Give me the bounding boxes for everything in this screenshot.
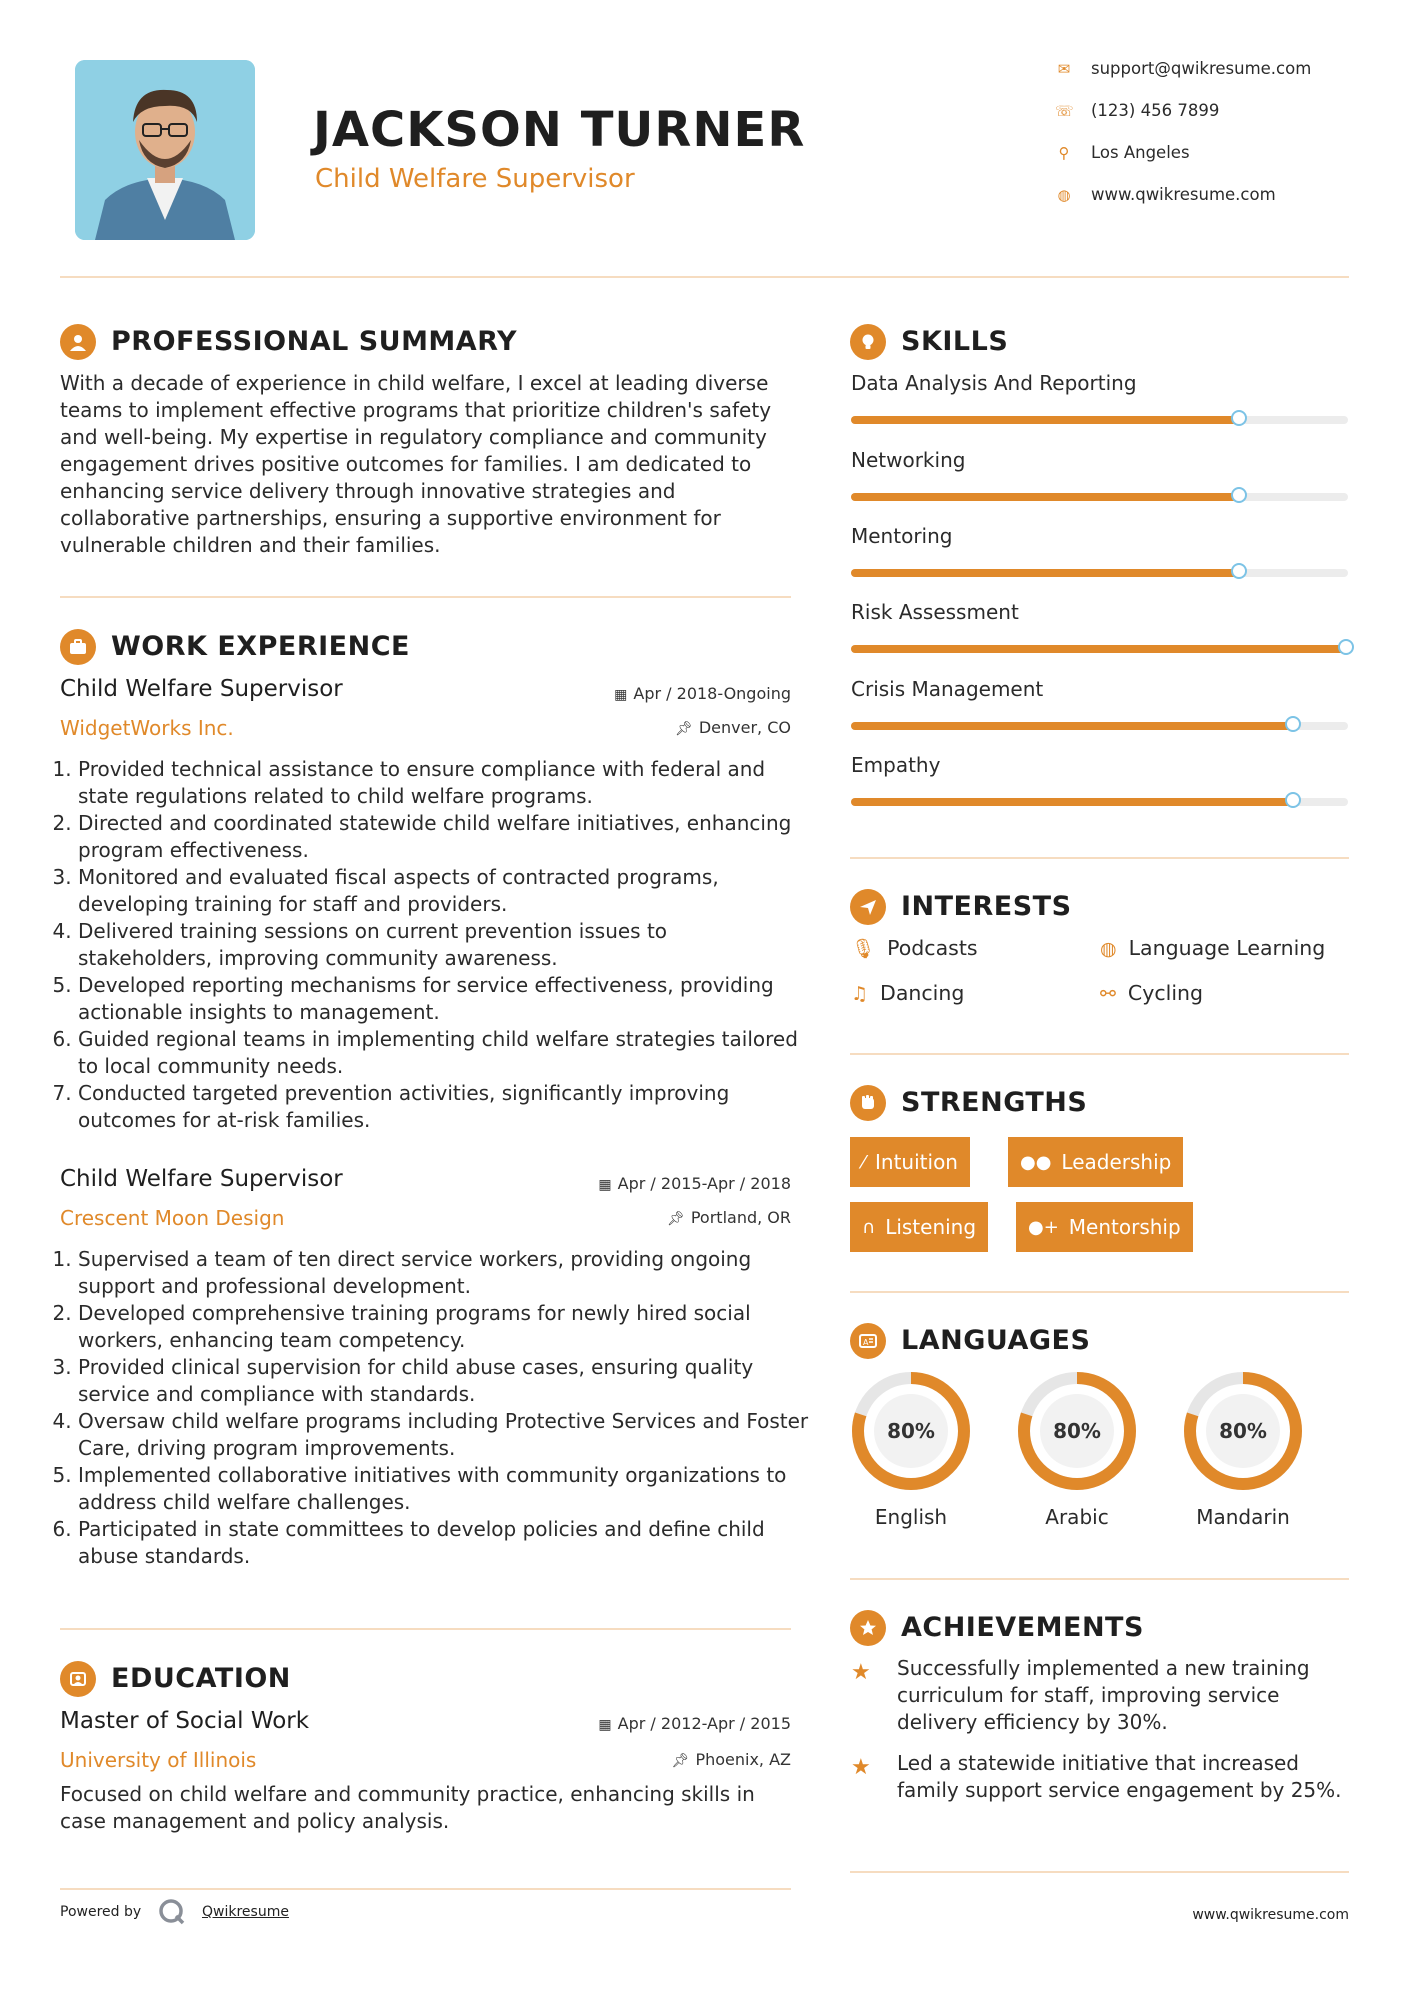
interest-label: Podcasts (887, 936, 978, 960)
pin-icon: 📌︎ (671, 1753, 690, 1769)
strengths-divider (850, 1291, 1349, 1293)
job-location-text: Portland, OR (690, 1208, 791, 1227)
strength-tag (1008, 1137, 1183, 1187)
contact-website-text: www.qwikresume.com (1091, 185, 1276, 204)
skill-label: Empathy (851, 753, 941, 777)
svg-text:A: A (863, 1338, 869, 1347)
list-item: 2. Directed and coordinated statewide child welfare initiatives, enhancing program effectiveness. (78, 810, 798, 864)
paper-plane-icon (850, 889, 886, 925)
language-ring (1012, 1366, 1142, 1496)
interest-item (1100, 936, 1325, 960)
skill-bar (851, 493, 1348, 501)
candidate-name: JACKSON TURNER (313, 102, 806, 158)
job-title: Child Welfare Supervisor (60, 1166, 343, 1192)
summary-divider (60, 596, 791, 598)
job-dates-text: Apr / 2018-Ongoing (633, 684, 791, 703)
strength-label: Listening (885, 1215, 977, 1239)
list-item: 6. Participated in state committees to develop policies and define child abuse standards. (78, 1516, 813, 1570)
graduation-icon (60, 1661, 96, 1697)
list-item: 1. Provided technical assistance to ensure compliance with federal and state regulations related to child welfare programs. (78, 756, 798, 810)
brand-link[interactable]: Qwikresume (202, 1904, 289, 1920)
list-item: 3. Provided clinical supervision for child abuse cases, ensuring quality service and compliance with standards. (78, 1354, 813, 1408)
star-badge-icon (850, 1610, 886, 1646)
calendar-icon: ▦ (614, 687, 628, 703)
education-dates (598, 1714, 791, 1733)
skills-divider (850, 857, 1349, 859)
skill-bar-knob[interactable] (1338, 639, 1354, 655)
contact-email-text: support@qwikresume.com (1091, 59, 1312, 78)
phone-icon: ☏ (1055, 102, 1074, 120)
skill-label: Risk Assessment (851, 600, 1019, 624)
interests-divider (850, 1053, 1349, 1055)
language-name: Mandarin (1196, 1505, 1290, 1529)
skill-label: Mentoring (851, 524, 953, 548)
fist-icon (850, 1085, 886, 1121)
pin-icon: 📌︎ (675, 721, 693, 737)
job-dates-text: Apr / 2015-Apr / 2018 (617, 1174, 791, 1193)
list-item: 1. Supervised a team of ten direct service workers, providing ongoing support and professional development. (78, 1246, 813, 1300)
job-bullets (60, 1246, 813, 1570)
qwikresume-logo-icon (158, 1898, 186, 1926)
skill-bar (851, 569, 1348, 577)
strengths-heading: STRENGTHS (901, 1087, 1088, 1118)
job-location (675, 718, 791, 737)
skill-bar-knob[interactable] (1285, 792, 1301, 808)
headphones-icon: ∩ (862, 1216, 876, 1238)
strength-tag (1016, 1202, 1193, 1252)
job-dates (614, 684, 791, 703)
company-name: Crescent Moon Design (60, 1206, 285, 1230)
list-item: 5. Developed reporting mechanisms for service effectiveness, providing actionable insights to management. (78, 972, 798, 1026)
job-dates (598, 1174, 791, 1193)
globe-icon: ◍ (1100, 938, 1117, 960)
header-divider (60, 276, 1349, 278)
skill-bar-knob[interactable] (1231, 410, 1247, 426)
skill-bar-knob[interactable] (1285, 716, 1301, 732)
contact-location-text: Los Angeles (1091, 143, 1190, 162)
experience-divider (60, 1628, 791, 1630)
candidate-title: Child Welfare Supervisor (315, 164, 635, 194)
list-item: 4. Delivered training sessions on current prevention issues to stakeholders, improving community awareness. (78, 918, 798, 972)
skill-bar-fill (851, 645, 1348, 653)
skill-bar (851, 416, 1348, 424)
achievement-text: Led a statewide initiative that increased family support service engagement by 25%. (897, 1751, 1342, 1802)
education-text: Focused on child welfare and community practice, enhancing skills in case management and policy analysis. (60, 1782, 755, 1833)
job-bullets (60, 756, 798, 1134)
contact-phone-text: (123) 456 7899 (1091, 101, 1220, 120)
user-icon (60, 324, 96, 360)
user-plus-icon: ●+ (1028, 1216, 1059, 1238)
language-name: English (874, 1505, 948, 1529)
bicycle-icon: ⚯ (1100, 983, 1116, 1005)
music-note-icon: ♫ (851, 983, 869, 1005)
language-percent: 80% (1219, 1419, 1267, 1443)
skill-bar-knob[interactable] (1231, 487, 1247, 503)
interest-label: Dancing (880, 981, 965, 1005)
languages-heading: LANGUAGES (901, 1325, 1091, 1356)
star-icon: ★ (851, 1660, 871, 1685)
profile-photo (75, 60, 255, 240)
magic-wand-icon: ⁄ (862, 1151, 866, 1173)
education-heading: EDUCATION (111, 1663, 291, 1694)
calendar-icon: ▦ (598, 1177, 612, 1193)
list-item: 4. Oversaw child welfare programs including Protective Services and Foster Care, driving program improvements. (78, 1408, 813, 1462)
interest-item (851, 981, 964, 1005)
strength-tag (850, 1137, 970, 1187)
envelope-icon: ✉ (1057, 60, 1071, 78)
skill-bar-knob[interactable] (1231, 563, 1247, 579)
interest-item (1100, 981, 1203, 1005)
degree-title: Master of Social Work (60, 1708, 310, 1734)
list-item: 6. Guided regional teams in implementing child welfare strategies tailored to local community needs. (78, 1026, 798, 1080)
strength-label: Intuition (875, 1150, 958, 1174)
language-name: Arabic (1045, 1505, 1109, 1529)
briefcase-icon (60, 629, 96, 665)
education-dates-text: Apr / 2012-Apr / 2015 (617, 1714, 791, 1733)
skill-bar-fill (851, 416, 1239, 424)
skill-bar (851, 722, 1348, 730)
list-item: 3. Monitored and evaluated fiscal aspects of contracted programs, developing training for staff and providers. (78, 864, 798, 918)
job-location-text: Denver, CO (698, 718, 791, 737)
language-ring (1178, 1366, 1308, 1496)
achievements-heading: ACHIEVEMENTS (901, 1612, 1144, 1643)
footer-website[interactable]: www.qwikresume.com (1192, 1907, 1349, 1923)
summary-heading: PROFESSIONAL SUMMARY (111, 326, 518, 357)
skill-bar-fill (851, 569, 1239, 577)
summary-text: With a decade of experience in child welfare, I excel at leading diverse teams to implement effective programs that prioritize children's safety and well-being. My expertise in regulatory compliance and community engagement drives positive outcomes for families. I am dedicated to enhancing service delivery through innovative strategies and collaborative partnerships, ensuring a supportive environment for vulnerable children and their families. (60, 371, 772, 557)
skill-bar (851, 645, 1348, 653)
lightbulb-icon (850, 324, 886, 360)
skills-heading: SKILLS (901, 326, 1009, 357)
education-divider (60, 1888, 791, 1890)
users-icon: ●● (1020, 1151, 1052, 1173)
powered-by-label: Powered by (60, 1904, 142, 1920)
microphone-icon: 🎙︎ (851, 938, 876, 960)
language-ring (846, 1366, 976, 1496)
interest-label: Cycling (1127, 981, 1204, 1005)
list-item: 7. Conducted targeted prevention activities, significantly improving outcomes for at-risk families. (78, 1080, 798, 1134)
strength-label: Mentorship (1068, 1215, 1181, 1239)
list-item: 5. Implemented collaborative initiatives with community organizations to address child welfare challenges. (78, 1462, 813, 1516)
strength-label: Leadership (1061, 1150, 1172, 1174)
achievement-text: Successfully implemented a new training curriculum for staff, improving service delivery efficiency by 30%. (897, 1656, 1310, 1734)
achievements-divider (850, 1871, 1349, 1873)
star-icon: ★ (851, 1755, 871, 1780)
school-name: University of Illinois (60, 1748, 257, 1772)
interest-item (851, 936, 978, 960)
skill-label: Data Analysis And Reporting (851, 371, 1137, 395)
globe-icon: ◍ (1057, 186, 1071, 204)
job-location (667, 1208, 791, 1227)
education-location-text: Phoenix, AZ (695, 1750, 791, 1769)
job-title: Child Welfare Supervisor (60, 676, 343, 702)
skill-bar-fill (851, 798, 1293, 806)
language-percent: 80% (1053, 1419, 1101, 1443)
experience-heading: WORK EXPERIENCE (111, 631, 410, 662)
skill-bar-fill (851, 493, 1239, 501)
map-marker-icon: ⚲ (1058, 144, 1070, 162)
list-item: 2. Developed comprehensive training programs for newly hired social workers, enhancing team competency. (78, 1300, 813, 1354)
interests-heading: INTERESTS (901, 891, 1072, 922)
skill-label: Crisis Management (851, 677, 1044, 701)
skill-label: Networking (851, 448, 966, 472)
education-location (672, 1750, 791, 1769)
calendar-icon: ▦ (598, 1717, 612, 1733)
strength-tag (850, 1202, 988, 1252)
language-icon (850, 1323, 886, 1359)
pin-icon: 📌︎ (667, 1211, 685, 1227)
language-percent: 80% (887, 1419, 935, 1443)
languages-divider (850, 1578, 1349, 1580)
company-name: WidgetWorks Inc. (60, 716, 234, 740)
skill-bar-fill (851, 722, 1293, 730)
skill-bar (851, 798, 1348, 806)
interest-label: Language Learning (1128, 936, 1326, 960)
